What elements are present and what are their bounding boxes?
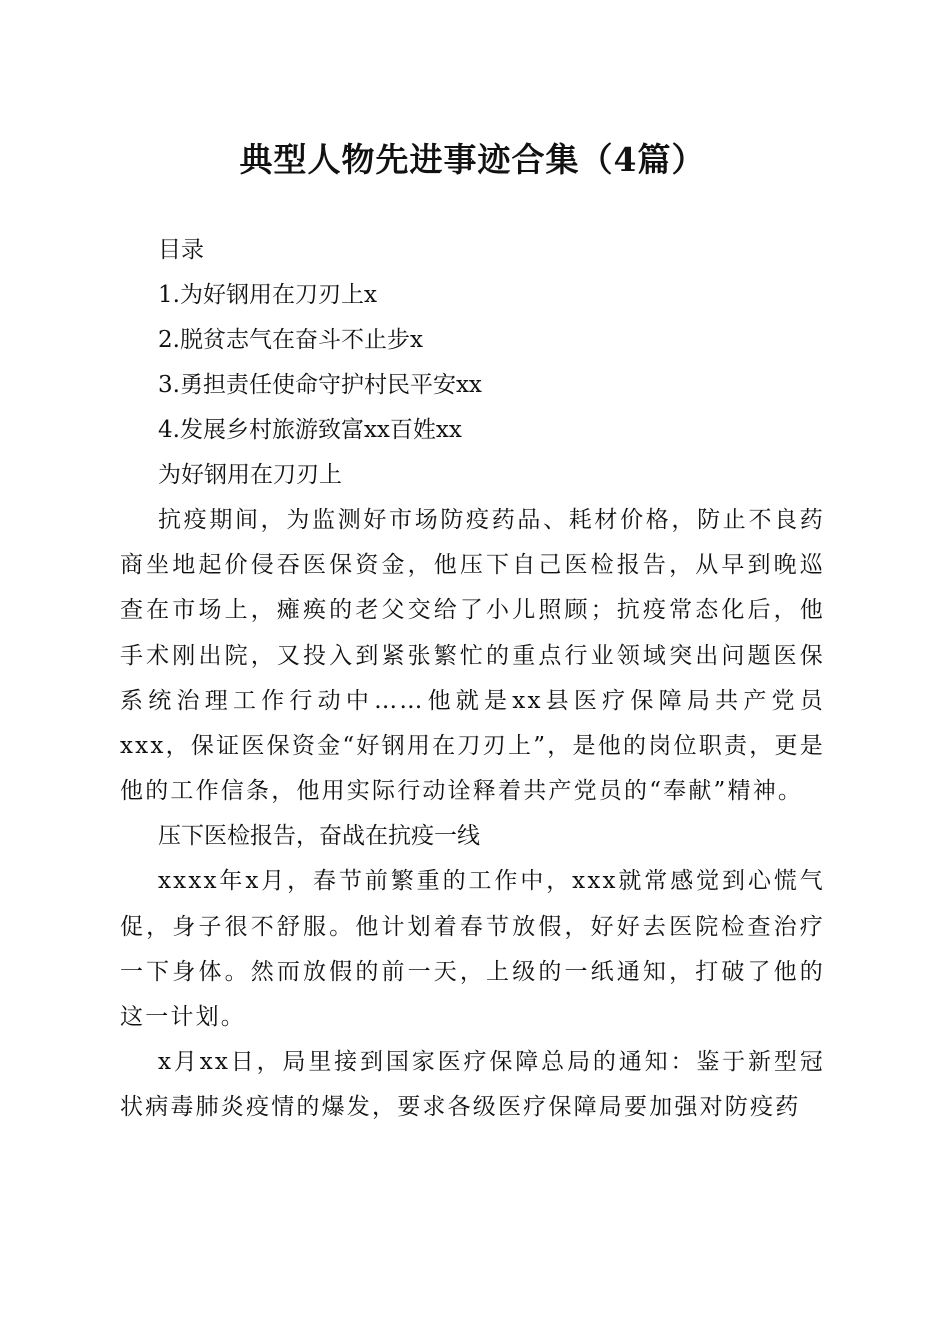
toc-item-2: 2.脱贫志气在奋斗不止步x (158, 327, 423, 353)
section-title: 为好钢用在刀刃上 (158, 462, 342, 488)
body-paragraph-3: x月xx日，局里接到国家医疗保障总局的通知：鉴于新型冠状病毒肺炎疫情的爆发，要求各级医疗保障局要加强对防疫药 (120, 1049, 825, 1121)
toc-item-1: 1.为好钢用在刀刃上x (158, 282, 377, 308)
toc-item-3: 3.勇担责任使命守护村民平安xx (158, 372, 482, 398)
body-paragraph-1: 抗疫期间，为监测好市场防疫药品、耗材价格，防止不良药商坐地起价侵吞医保资金，他压下自己医检报告，从早到晚巡查在市场上，瘫痪的老父交给了小儿照顾；抗疫常态化后，他手术刚出院，又投入到紧张繁忙的重点行业领域突出问题医保系统治理工作行动中……他就是xx县医疗保障局共产党员xxx，保证医保资金“好钢用在刀刃上”，是他的岗位职责，更是他的工作信条，他用实际行动诠释着共产党员的“奉献”精神。 (120, 507, 825, 805)
body-paragraph-2: xxxx年x月，春节前繁重的工作中，xxx就常感觉到心慌气促，身子很不舒服。他计划着春节放假，好好去医院检查治疗一下身体。然而放假的前一天，上级的一纸通知，打破了他的这一计划。 (120, 868, 825, 1031)
toc-heading: 目录 (158, 237, 204, 263)
toc-item-4: 4.发展乡村旅游致富xx百姓xx (158, 417, 462, 443)
document-title: 典型人物先进事迹合集（4篇） (239, 140, 706, 179)
subheading-1: 压下医检报告，奋战在抗疫一线 (158, 823, 480, 850)
